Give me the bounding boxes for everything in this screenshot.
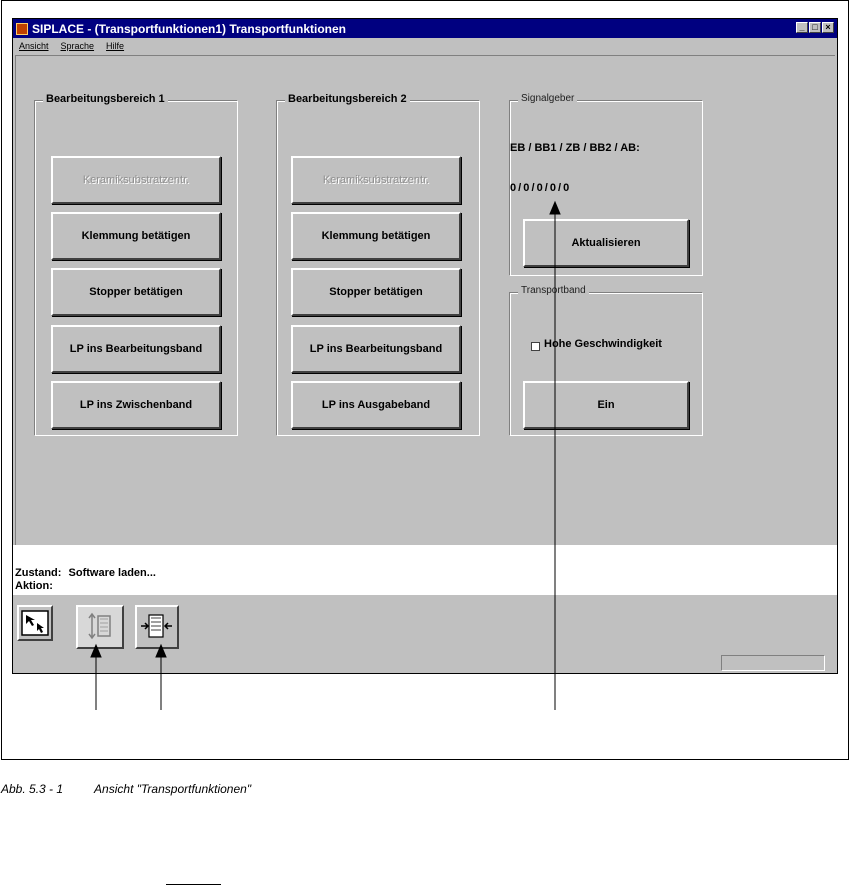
menu-sprache[interactable]: Sprache bbox=[60, 40, 95, 51]
g2-keramik-button[interactable]: Keramiksubstratzentr. bbox=[291, 156, 461, 204]
g2-lp-bearbeitungsband-button[interactable]: LP ins Bearbeitungsband bbox=[291, 325, 461, 373]
tool-select[interactable] bbox=[17, 605, 53, 641]
menu-hilfe[interactable]: Hilfe bbox=[106, 40, 125, 51]
transport-functions-icon bbox=[78, 607, 122, 647]
footer-line bbox=[166, 884, 221, 885]
zustand-label: Zustand: bbox=[15, 567, 62, 579]
group-1-title: Bearbeitungsbereich 1 bbox=[43, 93, 168, 105]
window-title: SIPLACE - (Transportfunktionen1) Transportfunktionen bbox=[32, 21, 347, 36]
g1-lp-bearbeitungsband-button[interactable]: LP ins Bearbeitungsband bbox=[51, 325, 221, 373]
hohe-geschwindigkeit-checkbox[interactable] bbox=[531, 342, 540, 351]
minimize-icon[interactable]: _ bbox=[796, 22, 808, 33]
maximize-icon[interactable]: □ bbox=[809, 22, 821, 33]
status-panel bbox=[13, 545, 837, 595]
g1-keramik-button[interactable]: Keramiksubstratzentr. bbox=[51, 156, 221, 204]
application-window bbox=[12, 18, 838, 674]
menu-bar bbox=[13, 38, 837, 53]
menu-ansicht[interactable]: Ansicht bbox=[19, 40, 49, 51]
figure-caption bbox=[1, 782, 251, 796]
zustand-row bbox=[15, 567, 156, 579]
g2-klemmung-button[interactable]: Klemmung betätigen bbox=[291, 212, 461, 260]
g1-klemmung-button[interactable]: Klemmung betätigen bbox=[51, 212, 221, 260]
transport-settings-icon bbox=[137, 607, 177, 647]
window-controls bbox=[796, 22, 834, 33]
aktualisieren-button[interactable]: Aktualisieren bbox=[523, 219, 689, 267]
signalgeber-label: EB / BB1 / ZB / BB2 / AB: bbox=[510, 142, 640, 154]
tool-settings[interactable] bbox=[135, 605, 179, 649]
g2-stopper-button[interactable]: Stopper betätigen bbox=[291, 268, 461, 316]
caption-text: Ansicht "Transportfunktionen" bbox=[94, 782, 252, 796]
hohe-geschwindigkeit-label[interactable]: Hohe Geschwindigkeit bbox=[544, 338, 662, 350]
tool-transport[interactable] bbox=[76, 605, 124, 649]
transportband-title: Transportband bbox=[518, 285, 589, 296]
title-bar bbox=[13, 19, 837, 38]
aktion-label: Aktion: bbox=[15, 580, 53, 592]
app-icon bbox=[16, 23, 28, 35]
signalgeber-title: Signalgeber bbox=[518, 93, 577, 104]
ein-button[interactable]: Ein bbox=[523, 381, 689, 429]
client-area bbox=[15, 55, 835, 549]
g1-lp-zwischenband-button[interactable]: LP ins Zwischenband bbox=[51, 381, 221, 429]
close-icon[interactable]: × bbox=[822, 22, 834, 33]
caption-number: Abb. 5.3 - 1 bbox=[1, 782, 64, 796]
cursor-select-icon bbox=[19, 607, 51, 639]
signalgeber-value: 0 / 0 / 0 / 0 / 0 bbox=[510, 182, 569, 194]
g2-lp-ausgabeband-button[interactable]: LP ins Ausgabeband bbox=[291, 381, 461, 429]
g1-stopper-button[interactable]: Stopper betätigen bbox=[51, 268, 221, 316]
group-2-title: Bearbeitungsbereich 2 bbox=[285, 93, 410, 105]
statusbar-field bbox=[721, 655, 825, 671]
zustand-value: Software laden... bbox=[68, 567, 156, 579]
